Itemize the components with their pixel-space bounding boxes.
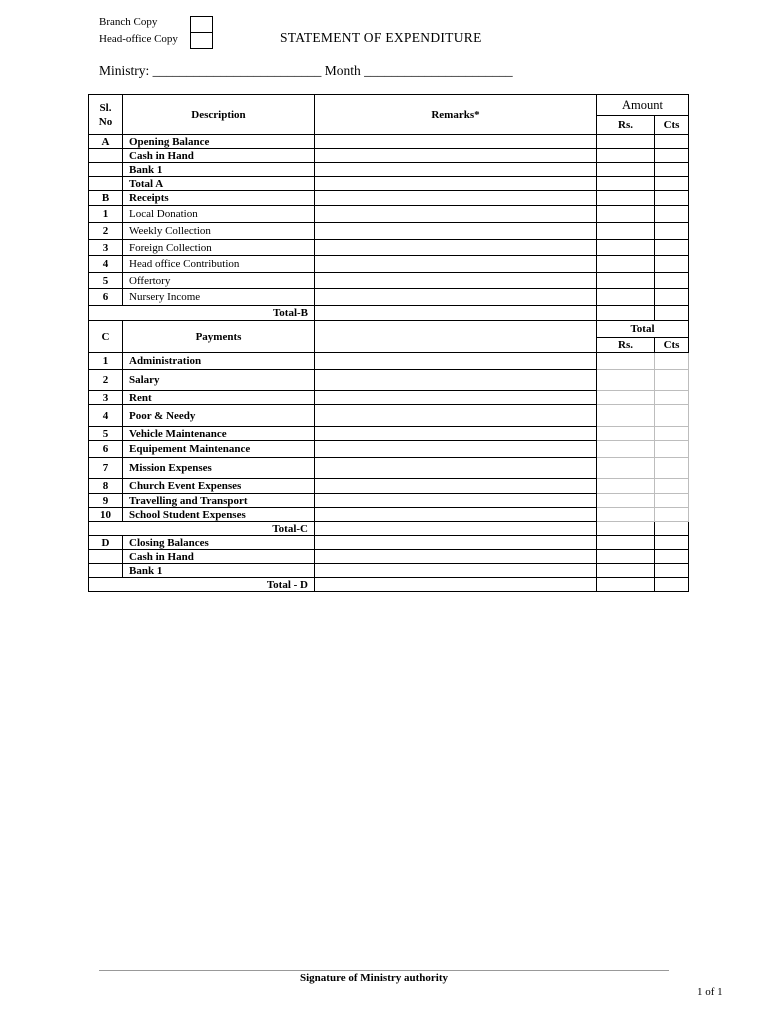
rs-cell[interactable] (597, 522, 655, 536)
col-header-sl-no: Sl. No (89, 95, 123, 135)
section-c-code: C (89, 321, 123, 353)
row-number: 2 (89, 370, 123, 391)
table-row (89, 405, 689, 427)
row-number: 4 (89, 256, 123, 273)
row-number: 8 (89, 479, 123, 494)
row-number: 9 (89, 494, 123, 508)
col-header-amount: Amount (597, 95, 689, 116)
col-header-rs: Rs. (597, 338, 655, 353)
payment-label: Travelling and Transport (123, 494, 315, 508)
cts-cell[interactable] (655, 441, 689, 458)
rs-cell[interactable] (597, 256, 655, 273)
expenditure-table (88, 94, 689, 592)
remarks-cell[interactable] (315, 135, 597, 149)
receipts-heading: Receipts (123, 191, 315, 206)
row-number: 1 (89, 206, 123, 223)
cts-cell[interactable] (655, 306, 689, 321)
table-row (89, 353, 689, 370)
row-number: 2 (89, 223, 123, 240)
cash-in-hand-label: Cash in Hand (123, 149, 315, 163)
remarks-cell[interactable] (315, 206, 597, 223)
row-number: 3 (89, 391, 123, 405)
table-row (89, 289, 689, 306)
rs-cell[interactable] (597, 564, 655, 578)
row-number: 7 (89, 458, 123, 479)
receipt-label: Foreign Collection (123, 240, 315, 256)
signature-label: Signature of Ministry authority (300, 972, 448, 984)
head-office-copy-checkbox[interactable] (190, 32, 213, 49)
cts-cell[interactable] (655, 405, 689, 427)
cts-cell[interactable] (655, 391, 689, 405)
table-row (89, 578, 689, 592)
cts-cell[interactable] (655, 191, 689, 206)
table-row (89, 427, 689, 441)
total-d-label: Total - D (89, 578, 315, 592)
cts-cell[interactable] (655, 163, 689, 177)
col-header-remarks: Remarks* (315, 95, 597, 135)
section-b-code: B (89, 191, 123, 206)
remarks-cell[interactable] (315, 564, 597, 578)
remarks-cell[interactable] (315, 405, 597, 427)
page-number: 1 of 1 (697, 986, 723, 998)
table-row (89, 494, 689, 508)
signature-line (99, 970, 669, 971)
rs-cell[interactable] (597, 163, 655, 177)
table-row (89, 135, 689, 149)
rs-cell[interactable] (597, 240, 655, 256)
cash-in-hand-label: Cash in Hand (123, 550, 315, 564)
cts-cell[interactable] (655, 273, 689, 289)
remarks-cell[interactable] (315, 163, 597, 177)
document-title: STATEMENT OF EXPENDITURE (280, 30, 482, 45)
payments-heading: Payments (123, 321, 315, 353)
table-row (89, 206, 689, 223)
table-row (89, 240, 689, 256)
rs-cell[interactable] (597, 135, 655, 149)
rs-cell[interactable] (597, 306, 655, 321)
rs-cell[interactable] (597, 206, 655, 223)
remarks-cell[interactable] (315, 536, 597, 550)
total-c-label: Total-C (89, 522, 315, 536)
cts-cell[interactable] (655, 353, 689, 370)
head-office-copy-label: Head-office Copy (99, 33, 178, 45)
remarks-cell[interactable] (315, 306, 597, 321)
table-row (89, 191, 689, 206)
col-header-description: Description (123, 95, 315, 135)
receipt-label: Offertory (123, 273, 315, 289)
cts-cell[interactable] (655, 479, 689, 494)
rs-cell[interactable] (597, 289, 655, 306)
rs-cell[interactable] (597, 177, 655, 191)
table-row (89, 458, 689, 479)
row-number: 6 (89, 289, 123, 306)
col-header-cts: Cts (655, 116, 689, 135)
remarks-cell[interactable] (315, 550, 597, 564)
remarks-cell[interactable] (315, 458, 597, 479)
total-header: Total (597, 321, 689, 338)
table-row (89, 163, 689, 177)
rs-cell[interactable] (597, 353, 655, 370)
cts-cell[interactable] (655, 578, 689, 592)
bank-label: Bank 1 (123, 564, 315, 578)
payment-label: Administration (123, 353, 315, 370)
rs-cell[interactable] (597, 391, 655, 405)
row-number: 6 (89, 441, 123, 458)
remarks-cell[interactable] (315, 321, 597, 353)
table-row (89, 149, 689, 163)
total-a-label: Total A (123, 177, 315, 191)
table-row (89, 550, 689, 564)
table-row (89, 273, 689, 289)
cts-cell[interactable] (655, 256, 689, 273)
remarks-cell[interactable] (315, 273, 597, 289)
branch-copy-checkbox[interactable] (190, 16, 213, 33)
table-row (89, 479, 689, 494)
row-number: 1 (89, 353, 123, 370)
cts-cell[interactable] (655, 536, 689, 550)
receipt-label: Head office Contribution (123, 256, 315, 273)
row-number: 4 (89, 405, 123, 427)
rs-cell[interactable] (597, 427, 655, 441)
table-row (89, 391, 689, 405)
rs-cell[interactable] (597, 370, 655, 391)
remarks-cell[interactable] (315, 427, 597, 441)
cts-cell[interactable] (655, 289, 689, 306)
table-row (89, 223, 689, 240)
rs-cell[interactable] (597, 458, 655, 479)
payment-label: Church Event Expenses (123, 479, 315, 494)
col-header-cts: Cts (655, 338, 689, 353)
rs-cell[interactable] (597, 479, 655, 494)
rs-cell[interactable] (597, 273, 655, 289)
col-header-rs: Rs. (597, 116, 655, 135)
remarks-cell[interactable] (315, 578, 597, 592)
table-row (89, 256, 689, 273)
rs-cell[interactable] (597, 550, 655, 564)
rs-cell[interactable] (597, 405, 655, 427)
closing-balances-label: Closing Balances (123, 536, 315, 550)
cts-cell[interactable] (655, 494, 689, 508)
receipt-label: Local Donation (123, 206, 315, 223)
payment-label: Salary (123, 370, 315, 391)
remarks-cell[interactable] (315, 353, 597, 370)
remarks-cell[interactable] (315, 191, 597, 206)
section-d-code: D (89, 536, 123, 550)
cts-cell[interactable] (655, 427, 689, 441)
row-number: 5 (89, 427, 123, 441)
table-row (89, 564, 689, 578)
total-b-label: Total-B (89, 306, 315, 321)
remarks-cell[interactable] (315, 240, 597, 256)
remarks-cell[interactable] (315, 522, 597, 536)
payment-label: Rent (123, 391, 315, 405)
remarks-cell[interactable] (315, 149, 597, 163)
remarks-cell[interactable] (315, 479, 597, 494)
remarks-cell[interactable] (315, 177, 597, 191)
row-number: 5 (89, 273, 123, 289)
rs-cell[interactable] (597, 441, 655, 458)
cts-cell[interactable] (655, 508, 689, 522)
ministry-month-line: Ministry: _________________________ Month ______________________ (99, 63, 513, 78)
remarks-cell[interactable] (315, 223, 597, 240)
payment-label: Equipement Maintenance (123, 441, 315, 458)
bank-label: Bank 1 (123, 163, 315, 177)
cts-cell[interactable] (655, 522, 689, 536)
rs-cell[interactable] (597, 578, 655, 592)
receipt-label: Weekly Collection (123, 223, 315, 240)
table-row (89, 508, 689, 522)
cts-cell[interactable] (655, 370, 689, 391)
cts-cell[interactable] (655, 206, 689, 223)
receipt-label: Nursery Income (123, 289, 315, 306)
cts-cell[interactable] (655, 223, 689, 240)
rs-cell[interactable] (597, 191, 655, 206)
payment-label: School Student Expenses (123, 508, 315, 522)
branch-copy-label: Branch Copy (99, 16, 158, 28)
table-row (89, 177, 689, 191)
remarks-cell[interactable] (315, 508, 597, 522)
remarks-cell[interactable] (315, 256, 597, 273)
section-a-code: A (89, 135, 123, 149)
payment-label: Mission Expenses (123, 458, 315, 479)
table-row (89, 441, 689, 458)
row-number: 10 (89, 508, 123, 522)
rs-cell[interactable] (597, 508, 655, 522)
cts-cell[interactable] (655, 564, 689, 578)
remarks-cell[interactable] (315, 391, 597, 405)
cts-cell[interactable] (655, 550, 689, 564)
remarks-cell[interactable] (315, 441, 597, 458)
table-row (89, 536, 689, 550)
cts-cell[interactable] (655, 458, 689, 479)
table-row (89, 370, 689, 391)
row-number: 3 (89, 240, 123, 256)
remarks-cell[interactable] (315, 494, 597, 508)
payment-label: Poor & Needy (123, 405, 315, 427)
payment-label: Vehicle Maintenance (123, 427, 315, 441)
rs-cell[interactable] (597, 536, 655, 550)
cts-cell[interactable] (655, 177, 689, 191)
cts-cell[interactable] (655, 240, 689, 256)
remarks-cell[interactable] (315, 370, 597, 391)
cts-cell[interactable] (655, 149, 689, 163)
cts-cell[interactable] (655, 135, 689, 149)
table-row (89, 522, 689, 536)
table-row (89, 306, 689, 321)
remarks-cell[interactable] (315, 289, 597, 306)
rs-cell[interactable] (597, 223, 655, 240)
rs-cell[interactable] (597, 149, 655, 163)
opening-balance-label: Opening Balance (123, 135, 315, 149)
rs-cell[interactable] (597, 494, 655, 508)
